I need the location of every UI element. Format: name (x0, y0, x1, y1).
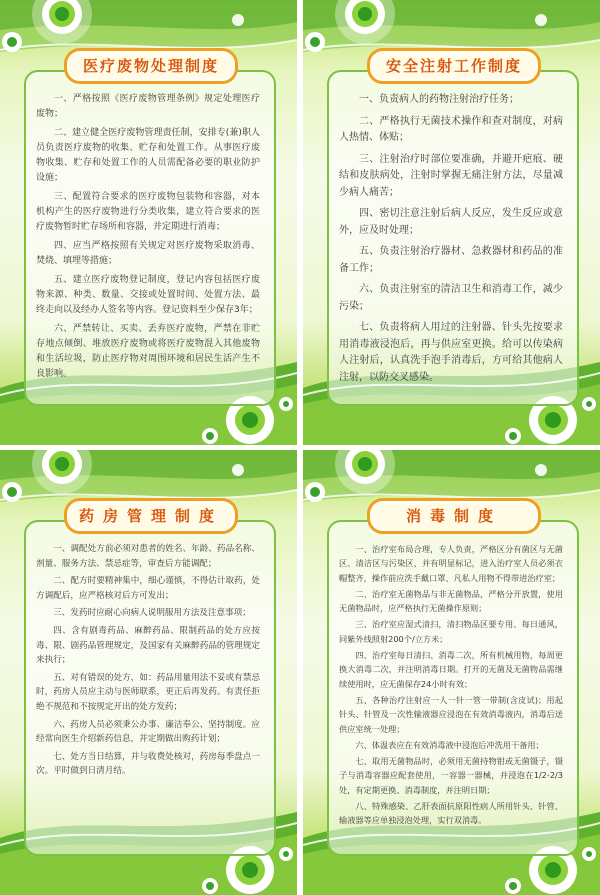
rule-paragraph: 六、体温表应在有效消毒液中浸泡后冲洗用干备用； (355, 739, 544, 750)
panel-safe-injection (303, 0, 600, 445)
rule-paragraph: 六、严禁转让、买卖、丢弃医疗废物，严禁在非贮存地点倾倒、堆放医疗废物或将医疗废物混入其他废物和生活垃圾，防止医疗物对周围环境和居民生活产生不良影响。 (36, 324, 260, 379)
rule-paragraph: 二、治疗室无菌物品与非无菌物品，严格分开放置，使用无菌物品时，应严格执行无菌操作原则； (339, 588, 563, 614)
rule-paragraph: 一、严格按照《医疗废物管理条例》规定处理医疗废物； (36, 94, 260, 119)
rule-paragraph: 五、负责注射治疗器材、急救器材和药品的准备工作； (339, 246, 563, 274)
panel-medical-waste (0, 0, 297, 445)
rule-paragraph: 七、负责将病人用过的注射器、针头先按要求用消毒液浸泡后，再与供应室更换。给可以传染病人注射后，认真洗手泡手消毒后，方可给其他病人注射，以防交叉感染。 (339, 322, 563, 383)
rule-paragraph: 五、对有错误的处方，如：药品用量用法不妥或有禁忌时，药房人员应主动与医师联系，更正后再发药。有责任拒绝不规范和不按规定开出的处方发药； (36, 672, 260, 712)
rule-paragraph: 八、特殊感染、乙肝表面抗原阳性病人所用针头、针管、输液器等应单独浸泡处理，实行双消毒。 (339, 801, 563, 826)
rule-paragraph: 六、药房人员必须秉公办事、廉洁奉公、坚持制度。应经常向医生介绍新药信息，并定期做出购药计划； (36, 719, 260, 745)
rule-paragraph: 二、配方时要精神集中，细心谨慎，不得估计取药，处方调配后，应严格核对后方可发出； (36, 576, 260, 601)
rule-paragraph: 三、注射治疗时部位要准确，并避开疤痕、硬结和皮肤病处，注射时掌握无痛注射方法，尽量减少病人痛苦； (339, 153, 563, 198)
panel-title: 医疗废物处理制度 (64, 48, 238, 84)
rules-text (339, 92, 563, 391)
rule-paragraph: 五、建立医疗废物登记制度，登记内容包括医疗废物来源、种类、数量、交接或处置时间、处置方法、最终走向以及经办人签名等内容。登记资料至少保存3年； (36, 275, 260, 315)
rule-paragraph: 二、建立健全医疗废物管理责任制，安排专(兼)职人员负责医疗废物的收集、贮存和处置工作。从事医疗废物收集、贮存和处置工作的人员需配备必要的职业防护设施； (36, 128, 260, 183)
rule-paragraph: 七、处方当日结算，并与收费处核对，药房每季盘点一次。平时做到日清月结。 (36, 751, 260, 777)
rule-paragraph: 四、密切注意注射后病人反应，发生反应或意外，应及时处理； (339, 208, 563, 236)
panel-title: 消毒制度 (367, 498, 541, 534)
rules-text (36, 542, 260, 782)
rules-text (339, 542, 563, 830)
rule-paragraph: 三、治疗室应湿式清扫，清扫物品区要专用、每日通风，同紫外线照射200个/立方米； (339, 619, 563, 644)
rule-paragraph: 五、各种治疗注射应一人一针一管一带制(含皮试)；用起针头、针管及一次性输液器应浸泡在有效消毒液内，消毒后送供应室统一处理； (339, 694, 563, 734)
rule-paragraph: 二、严格执行无菌技术操作和查对制度，对病人热情、体贴； (339, 115, 563, 143)
panel-disinfection (303, 450, 600, 895)
panel-title: 药房管理制度 (64, 498, 238, 534)
rule-paragraph: 四、应当严格按照有关规定对医疗废物采取消毒、焚烧、填埋等措施； (36, 241, 260, 266)
rule-paragraph: 一、调配处方前必须对患者的姓名、年龄、药品名称、剂量、服务方法、禁忌症等，审查后方能调配； (36, 544, 260, 569)
rules-text (36, 92, 260, 386)
panel-title: 安全注射工作制度 (367, 48, 541, 84)
rule-paragraph: 四、治疗室每日清扫、消毒二次，所有机械用物，每周更换大消毒二次，并注明消毒日期。打开的无菌及无菌物品需继续使用时，应无菌保存24小时有效； (339, 650, 563, 689)
rule-paragraph: 六、负责注射室的清洁卫生和消毒工作，减少污染； (339, 284, 563, 312)
rule-paragraph: 三、发药时应耐心向病人说明服用方法及注意事项； (53, 608, 251, 619)
rule-paragraph: 四、含有剧毒药品、麻醉药品、限制药品的处方应按毒、限、剧药品管理规定，及国家有关麻醉药品的管理规定来执行； (36, 625, 260, 666)
panel-pharmacy (0, 450, 297, 895)
rule-paragraph: 七、取用无菌物品时，必须用无菌持物钳或无菌镊子，镊子与消毒容器应配套使用，一容器一器械，并浸泡在1/2-2/3处，有定期更换、消毒制度，并注明日期； (339, 756, 563, 795)
rule-paragraph: 一、负责病人的药物注射治疗任务； (359, 94, 519, 105)
rule-paragraph: 三、配置符合要求的医疗废物包装物和容器，对本机构产生的医疗废物进行分类收集，建立符合要求的医疗废物暂时贮存场所和容器，并定期进行消毒； (36, 192, 260, 232)
rule-paragraph: 一、治疗室布局合理，专人负责，严格区分有菌区与无菌区、清洁区与污染区，并有明显标记，进入治疗室人员必须衣帽整齐，操作前应洗手戴口罩、凡私人用物不得带进治疗室； (339, 544, 563, 583)
